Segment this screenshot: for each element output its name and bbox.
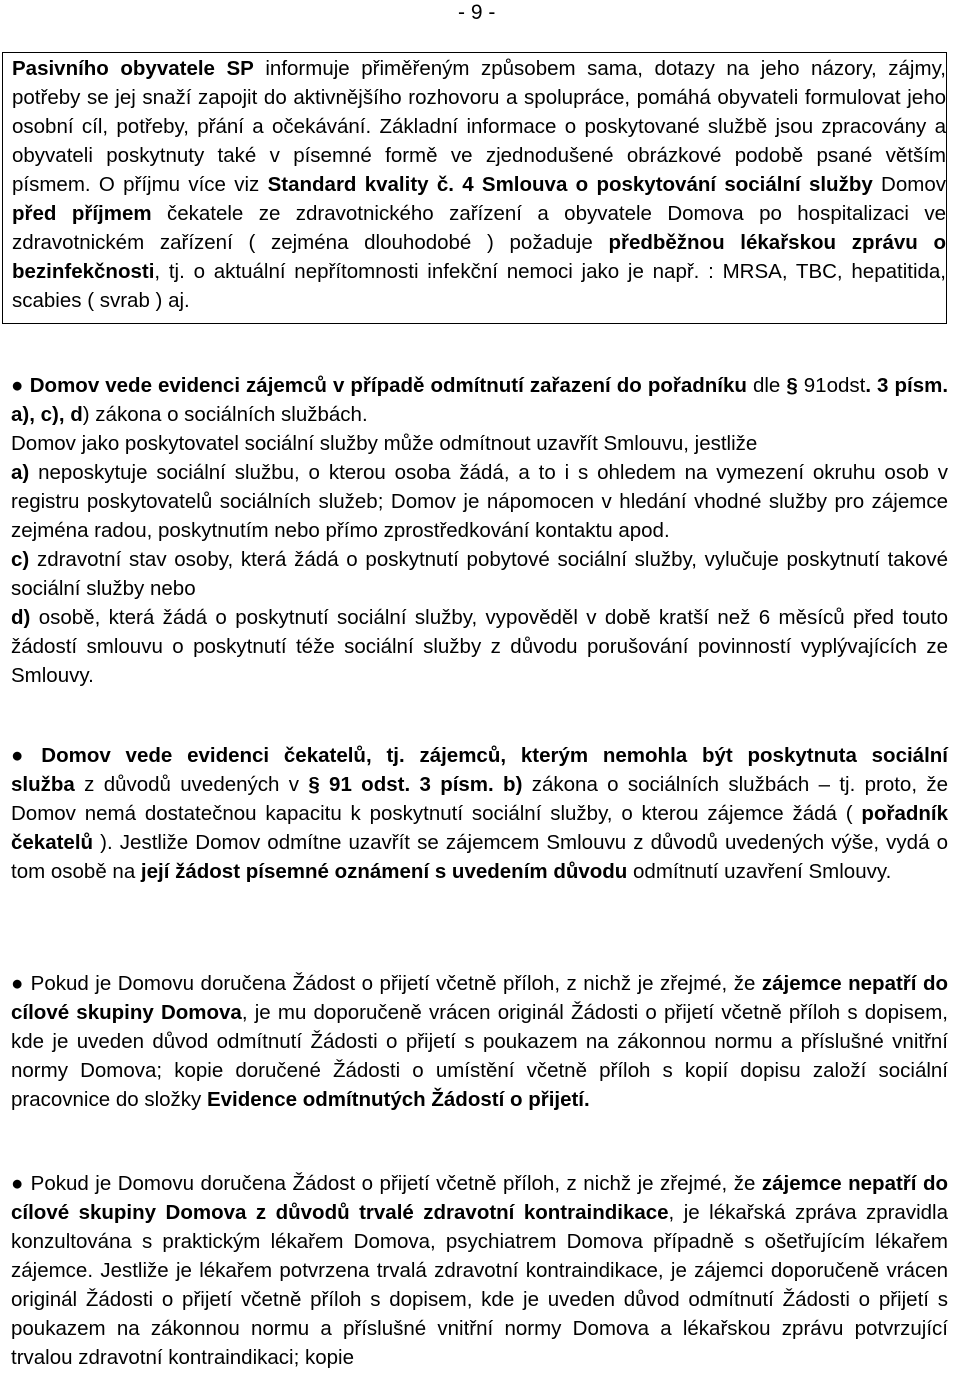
paragraph: [11, 545, 948, 603]
bold-text: Domov vede evidenci čekatelů, tj. zájemců, kterým nemohla být poskytnuta sociální služba: [11, 744, 948, 796]
info-box: [2, 52, 947, 324]
text: , je mu doporučeně vrácen originál Žádosti o přijetí včetně příloh s dopisem, kde je uveden důvod odmítnutí Žádosti o přijetí s poukazem na zákonnou normu a příslušné vnitřní normy Domova; kopie doručené Žádosti o umístění včetně příloh s kopií dopisu založí sociální pracovnice do složky: [11, 1001, 948, 1111]
info-box-paragraph: [12, 54, 946, 315]
bullet-icon: ●: [11, 972, 25, 995]
paragraph: [11, 458, 948, 545]
bold-text: Pasivního obyvatele SP: [12, 57, 254, 80]
text: , tj. o aktuální nepřítomnosti infekční nemoci jako je např. : MRSA, TBC, hepatitida, scabies ( svrab ) aj.: [12, 260, 946, 312]
page-number: - 9 -: [458, 1, 496, 24]
paragraph: [11, 371, 948, 429]
text: ) zákona o sociálních službách.: [82, 403, 368, 426]
paragraph: [11, 969, 948, 1114]
text: Domov: [872, 173, 946, 196]
bullet-icon: ●: [11, 1172, 25, 1195]
paragraph: [11, 741, 948, 886]
bold-text: zájemce nepatří do cílové skupiny Domova: [11, 972, 949, 1024]
text: odmítnutí uzavření Smlouvy.: [627, 860, 892, 883]
bold-text: Domov vede evidenci zájemců v případě odmítnutí zařazení do pořadníku: [23, 374, 747, 397]
text: ). Jestliže Domov odmítne uzavřít se zájemcem Smlouvu z důvodů uvedených výše, vydá o tom osobě na: [11, 831, 948, 883]
item-label: c): [11, 548, 30, 571]
bold-text: zájemce nepatří do cílové skupiny Domova z důvodů trvalé zdravotní kontraindikace: [11, 1172, 949, 1224]
text: Pokud je Domovu doručena Žádost o přijetí včetně příloh, z nichž je zřejmé, že: [24, 972, 762, 995]
bullet-icon: ●: [11, 374, 24, 397]
bold-text: pořadník čekatelů: [11, 802, 948, 854]
section-rejection-evidence: [11, 371, 948, 690]
text: Pokud je Domovu doručena Žádost o přijetí včetně příloh, z nichž je zřejmé, že: [24, 1172, 762, 1195]
section-health-contraindication: [11, 1169, 948, 1372]
item-label: d): [11, 606, 31, 629]
paragraph: Domov jako poskytovatel sociální služby může odmítnout uzavřít Smlouvu, jestliže: [11, 432, 758, 455]
bold-text: §: [786, 374, 798, 397]
text: osobě, která žádá o poskytnutí sociální služby, vypověděl v době kratší než 6 měsíců před touto žádostí smlouvu o poskytnutí téže sociální služby z důvodu porušování povinností vyplývajících ze Smlouvy.: [11, 606, 948, 687]
text: dle: [746, 374, 787, 397]
bullet-icon: ●: [11, 744, 27, 767]
text: z důvodů uvedených v: [74, 773, 309, 796]
text: zdravotní stav osoby, která žádá o poskytnutí pobytové sociální služby, vylučuje poskytnutí takové sociální služby nebo: [11, 548, 948, 600]
text: neposkytuje sociální službu, o kterou osoba žádá, a to i s ohledem na vymezení okruhu osob v registru poskytovatelů sociálních služeb; Domov je nápomocen v hledání vhodné služby pro zájemce zejména radou, poskytnutím nebo přímo zprostředkování kontaktu apod.: [11, 461, 948, 542]
standard-reference: Standard kvality č. 4 Smlouva o poskytování sociální služby: [267, 173, 873, 196]
text: čekatele ze zdravotnického zařízení a obyvatele Domova po hospitalizaci ve zdravotnickém zařízení ( zejména dlouhodobé ) požaduje: [12, 202, 946, 254]
item-label: a): [11, 461, 30, 484]
bold-text: § 91 odst. 3 písm. b): [308, 773, 523, 796]
bold-text: před příjmem: [12, 202, 152, 225]
paragraph: [11, 603, 948, 690]
text: informuje přiměřeným způsobem sama, dotazy na jeho názory, zájmy, potřeby se jej snaží zapojit do aktivnějšího rozhovoru a spolupráce, pomáhá obyvateli formulovat jeho osobní cíl, potřeby, přání a očekávání. Základní informace o poskytované službě jsou zpracovány a obyvateli poskytnuty také v písemné formě ve zjednodušené obrázkové podobě psané větším písmem. O příjmu více viz: [12, 57, 946, 196]
text: 91odst: [797, 374, 866, 397]
section-not-target-group: [11, 969, 948, 1114]
paragraph: [11, 1169, 948, 1372]
bold-text: předběžnou lékařskou zprávu o bezinfekčnosti: [12, 231, 946, 283]
section-waiting-evidence: [11, 741, 948, 886]
text: , je lékařská zpráva zpravidla konzultována s praktickým lékařem Domova, psychiatrem Domova případně s ošetřujícím lékařem zájemce. Jestliže je lékařem potvrzena trvalá zdravotní kontraindikace, je zájemci doporučeně vrácen originál Žádosti o přijetí včetně příloh s dopisem, kde je uveden důvod odmítnutí Žádosti o přijetí s poukazem na zákonnou normu a příslušné vnitřní normy Domova a lékařskou zprávu potvrzující trvalou zdravotní kontraindikaci; kopie: [11, 1201, 948, 1369]
bold-text: její žádost písemné oznámení s uvedením důvodu: [140, 860, 628, 883]
text: zákona o sociálních službách – tj. proto, že Domov nemá dostatečnou kapacitu k poskytnutí sociální služby, o kterou zájemce žádá (: [11, 773, 948, 825]
bold-text: . 3 písm. a), c), d: [11, 374, 949, 426]
bold-text: Evidence odmítnutých Žádostí o přijetí.: [206, 1088, 590, 1111]
